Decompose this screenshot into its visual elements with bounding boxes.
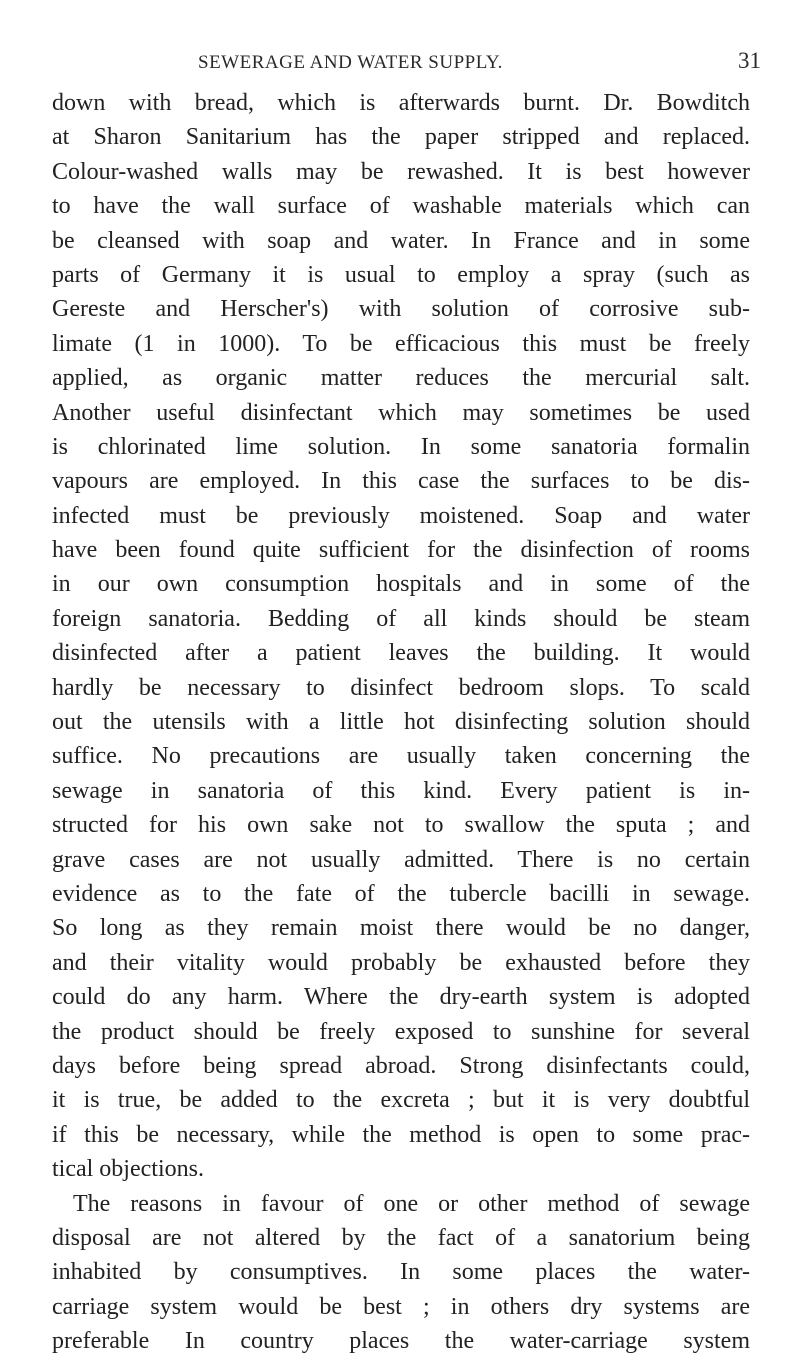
text-line: applied, as organic matter reduces the mercurial salt. — [52, 365, 750, 392]
text-line: grave cases are not usually admitted. There is no certain — [52, 846, 750, 873]
running-title: SEWERAGE AND WATER SUPPLY. — [198, 52, 503, 73]
text-line: sewage in sanatoria of this kind. Every patient is in- — [52, 777, 750, 804]
text-line: Colour-washed walls may be rewashed. It is best however — [52, 158, 750, 185]
text-line: the product should be freely exposed to sunshine for several — [52, 1018, 750, 1045]
page-header — [0, 48, 800, 78]
page-number: 31 — [738, 48, 761, 73]
text-line: and their vitality would probably be exhausted before they — [52, 949, 750, 976]
paragraph-start-line: The reasons in favour of one or other method of sewage — [73, 1190, 750, 1217]
text-line: infected must be previously moistened. Soap and water — [52, 502, 750, 529]
text-line: hardly be necessary to disinfect bedroom slops. To scald — [52, 674, 750, 701]
text-line: at Sharon Sanitarium has the paper stripped and replaced. — [52, 124, 750, 151]
text-line: inhabited by consumptives. In some places the water- — [52, 1259, 750, 1286]
text-line: disinfected after a patient leaves the building. It would — [52, 640, 750, 667]
text-line: suffice. No precautions are usually taken concerning the — [52, 743, 750, 770]
text-line: vapours are employed. In this case the surfaces to be dis- — [52, 468, 750, 495]
text-line: structed for his own sake not to swallow the sputa ; and — [52, 812, 750, 839]
text-line: evidence as to the fate of the tubercle bacilli in sewage. — [52, 880, 750, 907]
paragraph-end-line: tical objections. — [52, 1156, 204, 1183]
text-line: out the utensils with a little hot disinfecting solution should — [52, 709, 750, 736]
text-line: have been found quite sufficient for the disinfection of rooms — [52, 537, 750, 564]
text-line: limate (1 in 1000). To be efficacious this must be freely — [52, 330, 750, 357]
text-line: Gereste and Herscher's) with solution of corrosive sub- — [52, 296, 750, 323]
text-line: parts of Germany it is usual to employ a spray (such as — [52, 261, 750, 288]
body-text — [52, 86, 750, 1358]
text-line: to have the wall surface of washable materials which can — [52, 193, 750, 220]
text-line: in our own consumption hospitals and in some of the — [52, 571, 750, 598]
text-line: if this be necessary, while the method is open to some prac- — [52, 1121, 750, 1148]
text-line: be cleansed with soap and water. In France and in some — [52, 227, 750, 254]
text-line: So long as they remain moist there would be no danger, — [52, 915, 750, 942]
text-line: Another useful disinfectant which may sometimes be used — [52, 399, 750, 426]
text-line: foreign sanatoria. Bedding of all kinds should be steam — [52, 605, 750, 632]
text-line: could do any harm. Where the dry-earth system is adopted — [52, 984, 750, 1011]
text-line: it is true, be added to the excreta ; but it is very doubtful — [52, 1087, 750, 1114]
text-line: days before being spread abroad. Strong disinfectants could, — [52, 1052, 750, 1079]
text-line: preferable In country places the water-carriage system — [52, 1328, 750, 1355]
text-line: down with bread, which is afterwards burnt. Dr. Bowditch — [52, 90, 750, 116]
text-line: disposal are not altered by the fact of a sanatorium being — [52, 1224, 750, 1251]
text-line: is chlorinated lime solution. In some sanatoria formalin — [52, 433, 750, 460]
text-line: carriage system would be best ; in others dry systems are — [52, 1293, 750, 1320]
